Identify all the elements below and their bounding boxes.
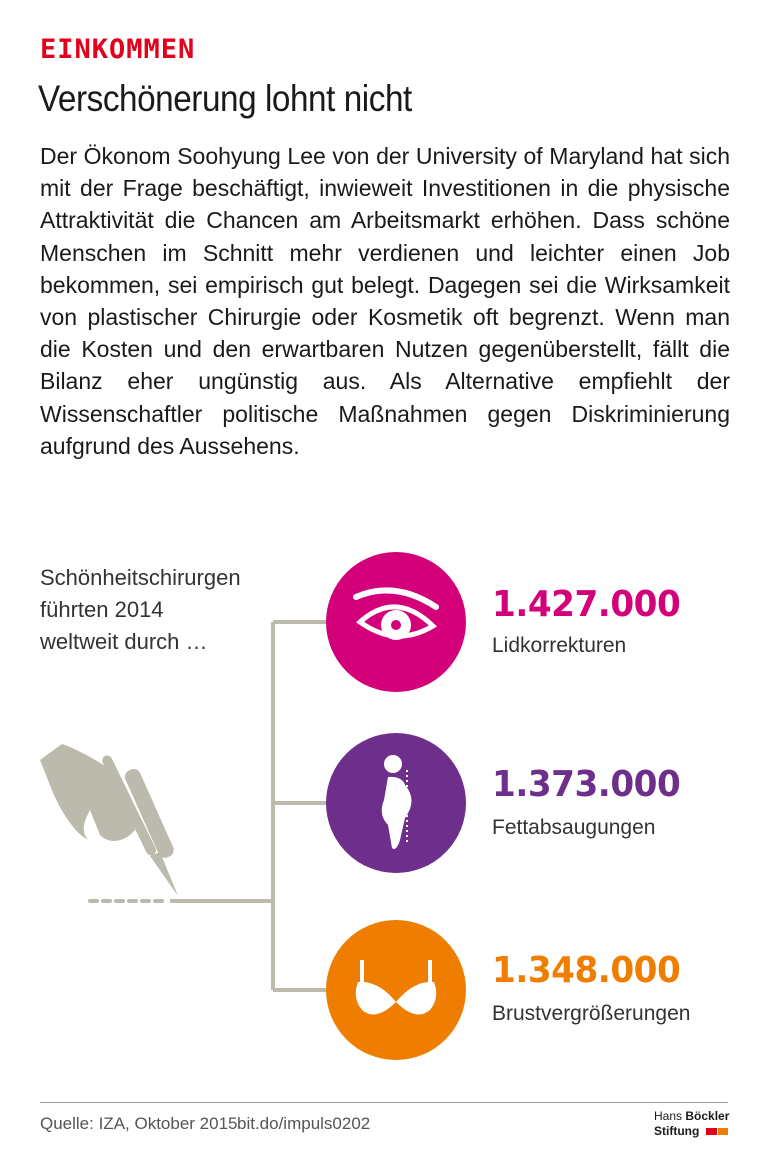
eyelid-value: 1.427.000	[492, 584, 681, 625]
breast-value: 1.348.000	[492, 950, 681, 991]
intro-line: Schönheitschirurgen	[40, 565, 241, 590]
source-link[interactable]: bit.do/impuls0202	[237, 1114, 371, 1133]
page-title: Verschönerung lohnt nicht	[38, 78, 412, 119]
logo-text: Hans	[654, 1109, 683, 1123]
breast-circle	[326, 920, 466, 1060]
kicker: EINKOMMEN	[40, 34, 196, 65]
logo-text: Stiftung	[654, 1124, 700, 1138]
breast-label: Brustvergrößerungen	[492, 1002, 691, 1025]
footer-divider	[40, 1102, 728, 1103]
body-text: Der Ökonom Soohyung Lee von der University of Maryland hat sich mit der Frage beschäftigt, inwieweit Investitionen in die physische Attraktivität die Chancen am Arbeitsmarkt erhöhen. Dass schöne Menschen im Schnitt mehr verdienen und leichter einen Job bekommen, sei empirisch gut belegt. Dagegen sei die Wirksamkeit von plastischer Chirurgie oder Kosmetik oft begrenzt. Wenn man die Kosten und den erwartbaren Nutzen gegenüberstellt, fällt die Bilanz eher ungünstig aus. Als Alternative empfiehlt der Wissenschaftler politische Maßnahmen gegen Diskriminierung aufgrund des Aussehens.	[40, 143, 730, 459]
liposuction-circle	[326, 733, 466, 873]
eye-circle	[326, 552, 466, 692]
intro-line: weltweit durch …	[40, 629, 208, 654]
eyelid-label: Lidkorrekturen	[492, 634, 627, 657]
intro-line: führten 2014	[40, 597, 164, 622]
hans-boeckler-logo	[654, 1109, 729, 1139]
liposuction-value: 1.373.000	[492, 764, 681, 805]
liposuction-label: Fettabsaugungen	[492, 816, 656, 839]
logo-text: Böckler	[685, 1109, 730, 1123]
scalpel-hand-icon	[40, 744, 178, 896]
source-text: Quelle: IZA, Oktober 2015	[40, 1114, 238, 1133]
